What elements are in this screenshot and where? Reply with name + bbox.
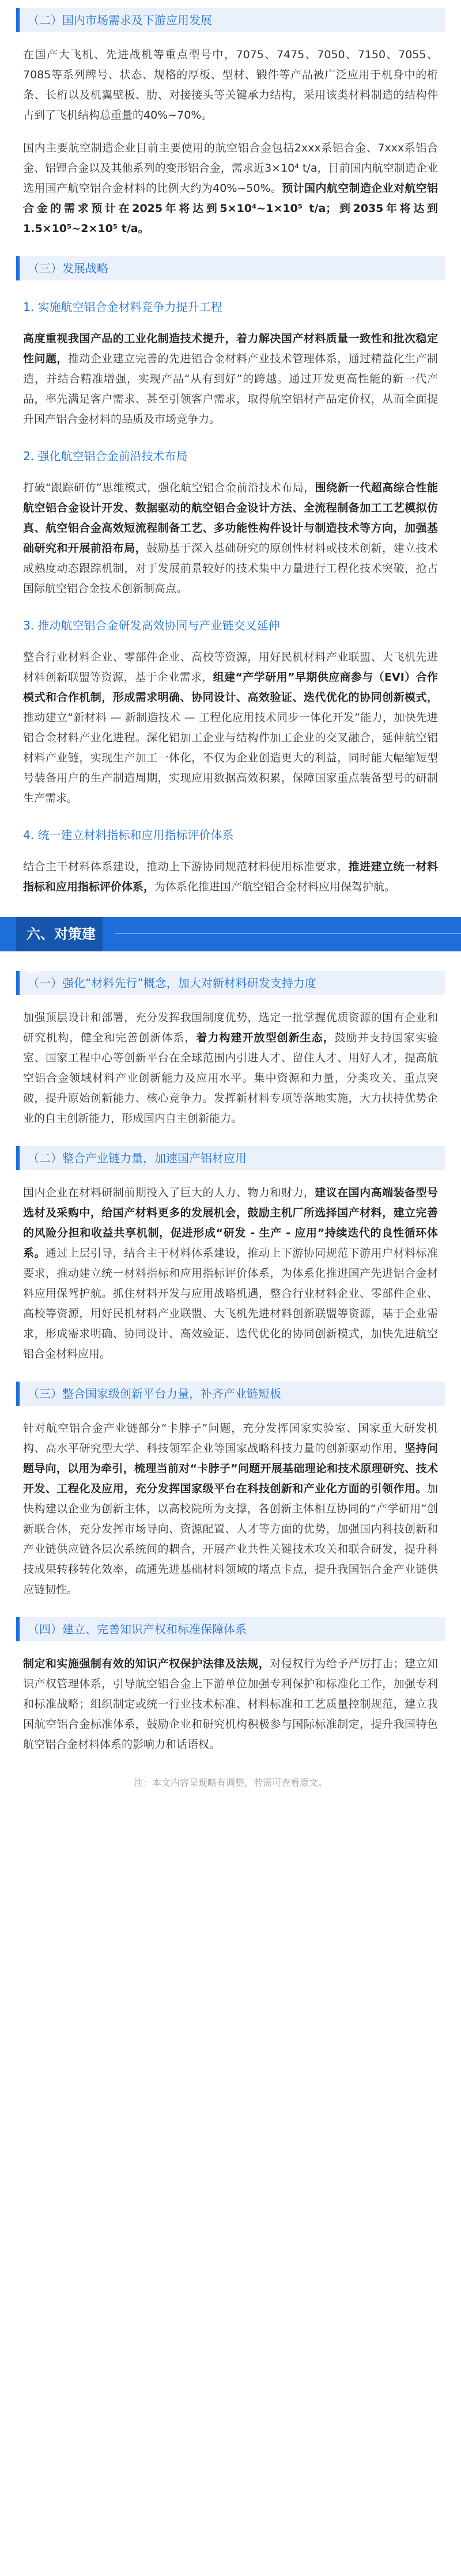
countermeasure-4-text: 对侵权行为给予严厉打击；建立知识产权管理体系，引导航空铝合金上下游单位加强专利保护和标准化工作，加强专利和标准战略；组织制定或统一行业技术标准、材料标准和工艺质量控制规范，建立我国航空铝合金标准体系，鼓励企业和研究机构积极参与国际标准制定，提升我国特色航空铝合金材料体系的影响力和话语权。	[23, 1657, 438, 1751]
strategy-4-text-a: 结合主干材料体系建设，推动上下游协同规范材料使用标准要求，	[23, 860, 349, 873]
countermeasure-3-bold: 坚持问题导向，以用为牵引，梳理当前对“卡脖子”问题开展基础理论和技术原理研究、技术开发、工程化及应用，充分发挥国家级平台在科技创新和产业化方面的引领作用。	[23, 1442, 438, 1495]
countermeasure-1-bold: 着力构建开放型创新生态，	[196, 1031, 335, 1044]
footer-note: 注：本文内容呈现略有调整，若需可查看原文。	[133, 1777, 327, 1788]
strategy-1-bold: 高度重视我国产品的工业化制造技术提升，着力解决国产材料质量一致性和批次稳定性问题，	[23, 332, 438, 365]
strategy-1-title: 1. 实施航空铝合金材料竞争力提升工程	[23, 300, 222, 314]
strategy-2-text-c: 鼓励基于深入基础研究的原创性材料或技术创新，建立技术成熟度动态跟踪机制，对于发展前景较好的技术集中力量进行工程化技术突破，抢占国际航空铝合金技术创新制高点。	[23, 542, 438, 595]
strategy-2-bold: 围绕新一代超高综合性能航空铝合金设计开发、数据驱动的航空铝合金设计方法、全流程制备加工工艺模拟仿真、航空铝合金高效短流程制备工艺、多功能性构件设计与制造技术等方向，加强基础研究和开展前沿布局，	[23, 481, 438, 555]
strategy-4-paragraph	[23, 857, 438, 897]
strategy-3-text-c: 推动建立“新材料 — 新制造技术 — 工程化应用技术同步一体化开发”能力，加快先进铝合金材料产业化进程。深化铝加工企业与结构件加工企业的交叉融合，延伸航空铝材料产业链，实现生产加工一体化，不仅为企业创造更大的利益，同时能大幅缩短型号装备用户的生产制造周期，实现应用数据高效积累，保障国家重点装备型号的研制生产需求。	[23, 711, 438, 805]
paragraph-demand-forecast	[23, 138, 438, 239]
countermeasure-1-paragraph	[23, 1008, 438, 1129]
countermeasure-1-text-a: 加强顶层设计和部署，充分发挥我国制度优势，选定一批掌握优质资源的国有企业和研究机构，健全和完善创新体系，	[23, 1011, 438, 1044]
strategy-2-paragraph	[23, 478, 438, 599]
countermeasure-2-text-c: 通过上层引导，结合主干材料体系建设，推动上下游协同规范下游用户材料标准要求，推动建立统一材料指标和应用指标评价体系，为体系化推进国产先进铝合金材料应用保驾护航。抓住材料开发与应用战略机遇，整合行业材料企业、零部件企业、高校等资源，用好民机材料产业联盟、大飞机先进材料创新联盟等资源，基于企业需求，形成需求明确、协同设计、高效验证、迭代优化的协同创新模式，加快先进航空铝合金材料应用。	[23, 1247, 438, 1360]
strategy-3-title: 3. 推动航空铝合金研发高效协同与产业链交叉延伸	[23, 619, 280, 632]
section-six-title: 六、对策建议	[16, 917, 103, 951]
article	[0, 8, 461, 1803]
countermeasure-3-paragraph	[23, 1418, 438, 1600]
strategy-4-bold: 推进建立统一材料指标和应用指标评价体系，	[23, 860, 438, 893]
countermeasure-1-text-c: 鼓励并支持国家实验室、国家工程中心等创新平台在全球范围内引进人才、留住人才、用好人才，提高航空铝合金领域材料产业创新能力及应用水平。集中资源和力量，分类攻关、重点突破，提升原始创新能力、核心竞争力。发挥新材料专项等落地实施，大力扶持优势企业的自主创新能力，形成国内自主创新能力。	[23, 1031, 438, 1125]
section-six-band	[0, 917, 461, 977]
strategy-4-title: 4. 统一建立材料指标和应用指标评价体系	[23, 828, 234, 842]
strategy-1-paragraph	[23, 329, 438, 430]
countermeasure-2-bold: 建议在国内高端装备型号选材及采购中，给国产材料更多的发展机会，鼓励主机厂所选择国产材料，建立完善的风险分担和收益共享机制，促进形成“研发 - 生产 - 应用”持续迭代的良性循环体系。	[23, 1186, 438, 1259]
countermeasure-3-text-c: 加快构建以企业为创新主体，以高校院所为支撑，各创新主体相互协同的“产学研用”创新联合体，充分发挥市场导向、资源配置、人才等方面的优势，加强国内科技创新和产业链供应链各层次系统间的耦合，开展产业共性关键技术攻关和联合研发，提升科技成果转移转化效率，疏通先进基础材料领域的堵点卡点，提升我国铝合金产业链供应链韧性。	[23, 1482, 438, 1596]
demand-forecast-text: 预计国内航空制造企业对航空铝合金的需求预计在2025年将达到5×10⁴~1×10⁵ t/a；到2035年将达到1.5×10⁵~2×10⁵ t/a。	[23, 182, 438, 235]
heading-countermeasure-2: （二）整合产业链力量，加速国产铝材应用	[16, 1146, 445, 1170]
section-six-line	[115, 933, 461, 934]
strategy-2-title: 2. 强化航空铝合金前沿技术布局	[23, 449, 188, 463]
countermeasure-2-paragraph	[23, 1183, 438, 1364]
countermeasure-4-bold: 制定和实施强制有效的知识产权保护法律及法规，	[23, 1657, 270, 1670]
paragraph-aircraft-usage: 在国产大飞机、先进战机等重点型号中，7075、7475、7050、7150、7055、7085等系列牌号、状态、规格的厚板、型材、锻件等产品被广泛应用于机身中的桁条、长桁以及机翼壁板、肋、对接接头等关键承力结构，采用该类材料制造的结构件占到了飞机结构总重量的40%~70%。	[23, 48, 438, 122]
heading-strategy: （三）发展战略	[16, 256, 445, 280]
demand-current-text: 国内主要航空制造企业目前主要使用的航空铝合金包括2xxx系铝合金、7xxx系铝合金、铝锂合金以及其他系列的变形铝合金，需求近3×10⁴ t/a，目前国内航空制造企业选用国产航空铝合金材料的比例大约为40%~50%。	[23, 142, 438, 195]
strategy-2-text-a: 打破“跟踪研仿”思维模式，强化航空铝合金前沿技术布局，	[23, 481, 315, 494]
heading-countermeasure-3: （三）整合国家级创新平台力量，补齐产业链短板	[16, 1382, 445, 1406]
strategy-3-bold: 组建“产学研用”早期供应商参与（EVI）合作模式和合作机制，形成需求明确、协同设计、高效验证、迭代优化的协同创新模式，	[23, 671, 438, 704]
heading-countermeasure-1: （一）强化“材料先行”概念，加大对新材料研发支持力度	[16, 971, 445, 995]
strategy-3-text-a: 整合行业材料企业、零部件企业、高校等资源，用好民机材料产业联盟、大飞机先进材料创新联盟等资源，基于企业需求，	[23, 651, 438, 684]
strategy-3-paragraph	[23, 647, 438, 809]
strategy-1-text: 推动企业建立完善的先进铝合金材料产业技术管理体系，通过精益化生产制造，并结合精准增强，实现产品“从有到好”的跨越。通过开发更高性能的新一代产品，率先满足客户需求、甚至引领客户需求，取得航空铝材产品定价权，从而全面提升国产铝合金材料的品质及市场竞争力。	[23, 352, 438, 426]
countermeasure-2-text-a: 国内企业在材料研制前期投入了巨大的人力、物力和财力，	[23, 1186, 315, 1199]
heading-domestic-demand: （二）国内市场需求及下游应用发展	[16, 8, 445, 32]
countermeasure-4-paragraph	[23, 1654, 438, 1755]
heading-countermeasure-4: （四）建立、完善知识产权和标准保障体系	[16, 1617, 445, 1641]
strategy-4-text-c: 为体系化推进国产航空铝合金材料应用保驾护航。	[154, 881, 396, 893]
countermeasure-3-text-a: 针对航空铝合金产业链部分“卡脖子”问题，充分发挥国家实验室、国家重大研发机构、高水平研究型大学、科技领军企业等国家战略科技力量的创新驱动作用，	[23, 1422, 438, 1455]
